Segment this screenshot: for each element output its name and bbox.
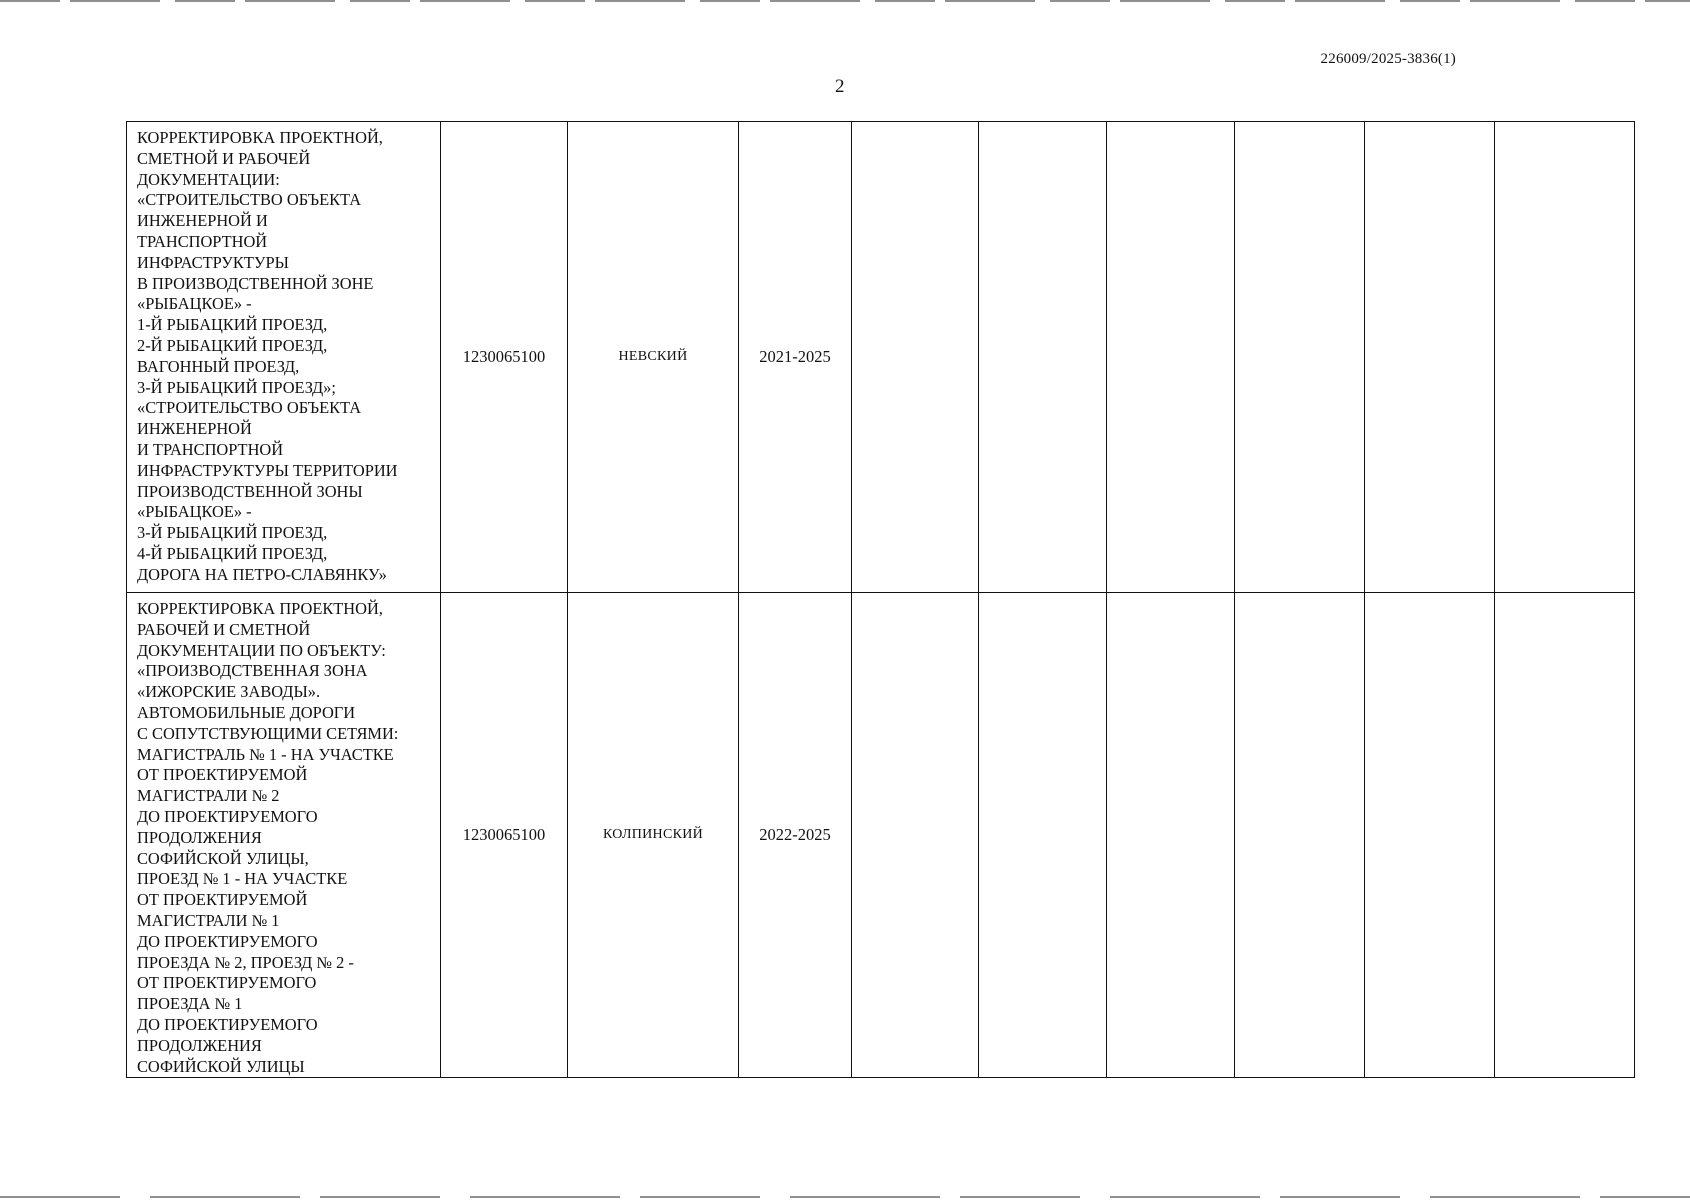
empty-cell <box>852 122 979 593</box>
code-cell: 1230065100 <box>441 122 568 593</box>
scan-edge-bottom <box>0 1196 1690 1198</box>
years-cell: 2022-2025 <box>739 593 852 1078</box>
years-cell: 2021-2025 <box>739 122 852 593</box>
object-description-cell: КОРРЕКТИРОВКА ПРОЕКТНОЙ, СМЕТНОЙ И РАБОЧЕЙ ДОКУМЕНТАЦИИ: «СТРОИТЕЛЬСТВО ОБЪЕКТА ИНЖЕНЕРНОЙ И ТРАНСПОРТНОЙ ИНФРАСТРУКТУРЫ В ПРОИЗВОДСТВЕННОЙ ЗОНЕ «РЫБАЦКОЕ» - 1-Й РЫБАЦКИЙ ПРОЕЗД, 2-Й РЫБАЦКИЙ ПРОЕЗД, ВАГОННЫЙ ПРОЕЗД, 3-Й РЫБАЦКИЙ ПРОЕЗД»; «СТРОИТЕЛЬСТВО ОБЪЕКТА ИНЖЕНЕРНОЙ И ТРАНСПОРТНОЙ ИНФРАСТРУКТУРЫ ТЕРРИТОРИИ ПРОИЗВОДСТВЕННОЙ ЗОНЫ «РЫБАЦКОЕ» - 3-Й РЫБАЦКИЙ ПРОЕЗД, 4-Й РЫБАЦКИЙ ПРОЕЗД, ДОРОГА НА ПЕТРО-СЛАВЯНКУ» <box>127 122 441 593</box>
empty-cell <box>1365 122 1495 593</box>
document-number: 226009/2025-3836(1) <box>1320 51 1456 67</box>
object-description-cell: КОРРЕКТИРОВКА ПРОЕКТНОЙ, РАБОЧЕЙ И СМЕТНОЙ ДОКУМЕНТАЦИИ ПО ОБЪЕКТУ: «ПРОИЗВОДСТВЕННАЯ ЗОНА «ИЖОРСКИЕ ЗАВОДЫ». АВТОМОБИЛЬНЫЕ ДОРОГИ С СОПУТСТВУЮЩИМИ СЕТЯМИ: МАГИСТРАЛЬ № 1 - НА УЧАСТКЕ ОТ ПРОЕКТИРУЕМОЙ МАГИСТРАЛИ № 2 ДО ПРОЕКТИРУЕМОГО ПРОДОЛЖЕНИЯ СОФИЙСКОЙ УЛИЦЫ, ПРОЕЗД № 1 - НА УЧАСТКЕ ОТ ПРОЕКТИРУЕМОЙ МАГИСТРАЛИ № 1 ДО ПРОЕКТИРУЕМОГО ПРОЕЗДА № 2, ПРОЕЗД № 2 - ОТ ПРОЕКТИРУЕМОГО ПРОЕЗДА № 1 ДО ПРОЕКТИРУЕМОГО ПРОДОЛЖЕНИЯ СОФИЙСКОЙ УЛИЦЫ <box>127 593 441 1078</box>
empty-cell <box>1495 593 1635 1078</box>
register-table <box>126 121 1635 1078</box>
district-cell: КОЛПИНСКИЙ <box>568 593 739 1078</box>
empty-cell <box>1107 593 1235 1078</box>
empty-cell <box>979 122 1107 593</box>
empty-cell <box>852 593 979 1078</box>
empty-cell <box>1365 593 1495 1078</box>
empty-cell <box>1235 593 1365 1078</box>
empty-cell <box>979 593 1107 1078</box>
empty-cell <box>1107 122 1235 593</box>
page-number: 2 <box>835 76 845 97</box>
table-row <box>127 122 1635 593</box>
code-cell: 1230065100 <box>441 593 568 1078</box>
empty-cell <box>1235 122 1365 593</box>
table-row <box>127 593 1635 1078</box>
empty-cell <box>1495 122 1635 593</box>
scan-edge-top <box>0 0 1690 2</box>
district-cell: НЕВСКИЙ <box>568 122 739 593</box>
